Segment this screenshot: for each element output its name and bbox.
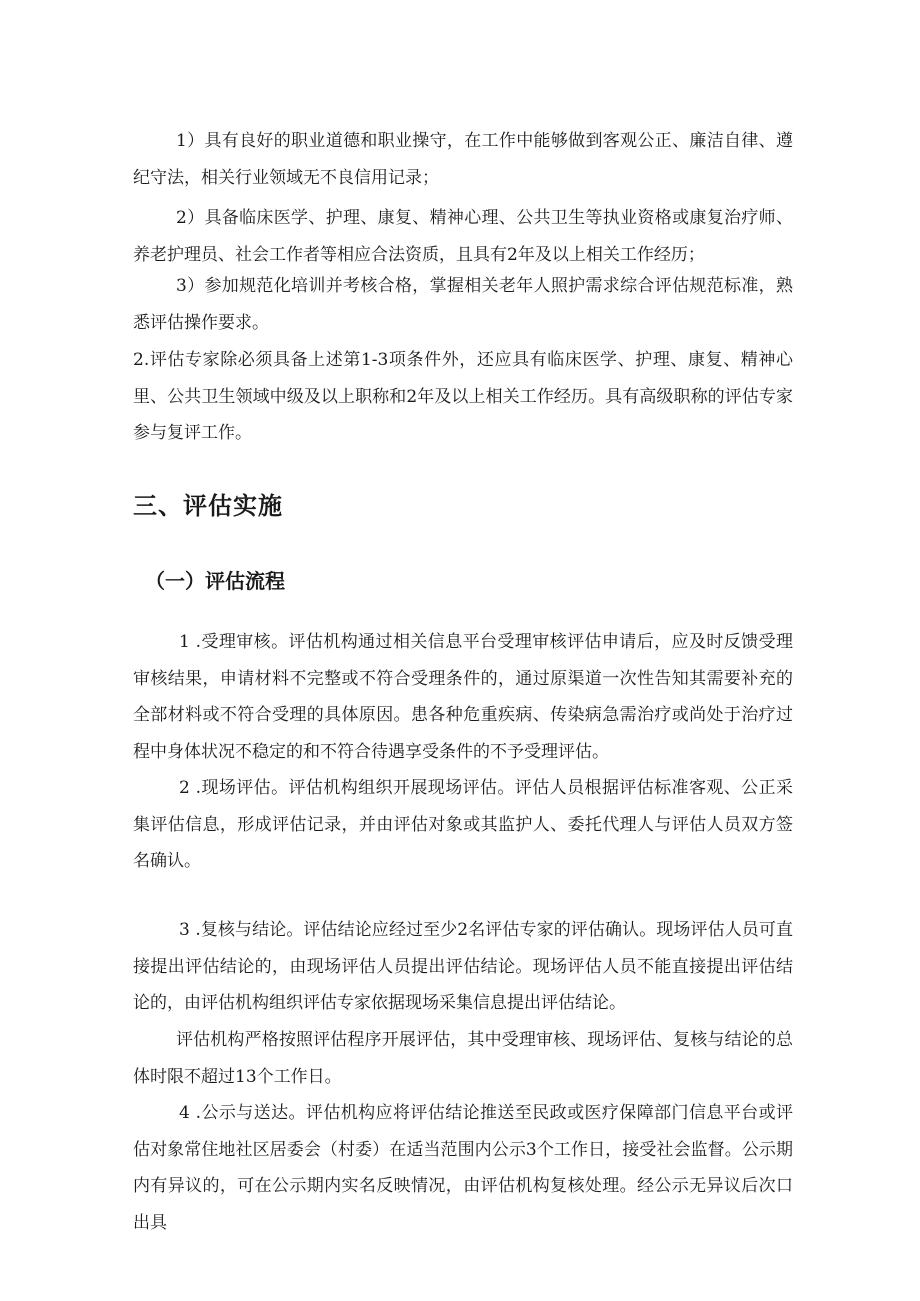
- qualification-item-1: 1）具有良好的职业道德和职业操守，在工作中能够做到客观公正、廉洁自律、遵纪守法，相关行业领域无不良信用记录；: [133, 131, 793, 188]
- section-heading-evaluation-implementation: 三、评估实施: [133, 491, 283, 520]
- step-review-conclusion: 3 .复核与结论。评估结论应经过至少2名评估专家的评估确认。现场评估人员可直接提出评估结论的，由现场评估人员提出评估结论。现场评估人员不能直接提出评估结论的，由评估机构组织评估专家依据现场采集信息提出评估结论。: [133, 920, 793, 1013]
- step-onsite-evaluation: 2 .现场评估。评估机构组织开展现场评估。评估人员根据评估标准客观、公正采集评估信息，形成评估记录，并由评估对象或其监护人、委托代理人与评估人员双方签名确认。: [133, 778, 793, 871]
- subsection-heading-evaluation-process: （一）评估流程: [145, 569, 285, 593]
- step-publicity-delivery: 4 .公示与送达。评估机构应将评估结论推送至民政或医疗保障部门信息平台或评估对象常住地社区居委会（村委）在适当范围内公示3个工作日，接受社会监督。公示期内有异议的，可在公示期内实名反映情况，由评估机构复核处理。经公示无异议后次口出具: [133, 1103, 793, 1233]
- step-acceptance-review: 1 .受理审核。评估机构通过相关信息平台受理审核评估申请后，应及时反馈受理审核结果，申请材料不完整或不符合受理条件的，通过原渠道一次性告知其需要补充的全部材料或不符合受理的具体原因。患各种危重疾病、传染病急需治疗或尚处于治疗过程中身体状况不稳定的和不符合待遇享受条件的不予受理评估。: [133, 632, 793, 762]
- time-limit-note: 评估机构严格按照评估程序开展评估，其中受理审核、现场评估、复核与结论的总体时限不超过13个工作日。: [133, 1030, 793, 1087]
- expert-requirement-paragraph: 2.评估专家除必须具备上述第1-3项条件外，还应具有临床医学、护理、康复、精神心里、公共卫生领域中级及以上职称和2年及以上相关工作经历。具有高级职称的评估专家参与复评工作。: [133, 350, 793, 443]
- qualification-item-2: 2）具备临床医学、护理、康复、精神心理、公共卫生等执业资格或康复治疗师、养老护理员、社会工作者等相应合法资质，且具有2年及以上相关工作经历；: [133, 208, 793, 265]
- qualification-item-3: 3）参加规范化培训并考核合格，掌握相关老年人照护需求综合评估规范标准，熟悉评估操作要求。: [133, 276, 793, 333]
